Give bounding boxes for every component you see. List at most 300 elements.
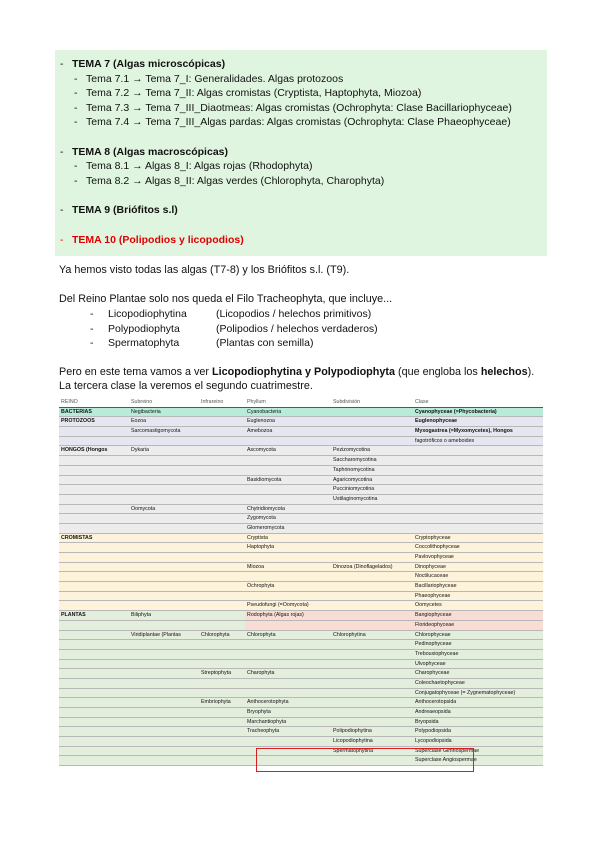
table-row <box>59 543 543 553</box>
table-row <box>59 611 543 621</box>
table-cell <box>245 456 331 466</box>
table-cell <box>129 678 199 688</box>
table-cell <box>331 601 413 611</box>
table-cell <box>129 514 199 524</box>
table-cell <box>199 446 245 456</box>
table-cell <box>59 669 129 679</box>
table-cell <box>245 553 331 563</box>
table-cell <box>59 727 129 737</box>
table-cell <box>245 572 331 582</box>
table-cell: Dykaria <box>129 446 199 456</box>
paragraph-cuatrimestre: La tercera clase la veremos el segundo cuatrimestre. <box>59 380 313 392</box>
table-row <box>59 504 543 514</box>
table-cell <box>199 504 245 514</box>
table-cell <box>59 427 129 437</box>
table-cell: Superclase Gimnospermae <box>413 746 543 756</box>
table-cell <box>245 620 331 630</box>
table-row <box>59 727 543 737</box>
table-cell <box>199 591 245 601</box>
list-item-desc: (Polipodios / helechos verdaderos) <box>216 322 378 335</box>
subtopic-item: Tema 7.2 → Tema 7_II: Algas cromistas (Cryptista, Haptophyta, Miozoa) <box>86 87 422 99</box>
list-bullet: - <box>90 322 94 335</box>
table-cell <box>59 708 129 718</box>
table-cell: Chlorophyta <box>199 630 245 640</box>
table-cell <box>331 649 413 659</box>
table-cell <box>199 494 245 504</box>
topic-title: TEMA 8 (Algas macroscópicas) <box>72 145 228 158</box>
topic-bullet: - <box>60 233 64 246</box>
table-cell <box>199 601 245 611</box>
table-cell <box>331 533 413 543</box>
table-cell <box>129 688 199 698</box>
table-cell: Cryptophyceae <box>413 533 543 543</box>
table-cell <box>245 678 331 688</box>
table-cell: Cyanobacteria <box>245 407 331 417</box>
table-cell <box>59 485 129 495</box>
table-cell: Pavlovophyceae <box>413 553 543 563</box>
table-cell <box>129 543 199 553</box>
table-cell: Viridiplantae (Plantas <box>129 630 199 640</box>
p3-text-c: (que engloba los <box>394 366 481 378</box>
subtopic-item: Tema 7.4 → Tema 7_III_Algas pardas: Algas cromistas (Ochrophyta: Clase Phaeophyceae) <box>86 116 511 128</box>
table-cell: Tracheophyta <box>245 727 331 737</box>
table-cell <box>199 427 245 437</box>
table-header-cell: Infrareino <box>199 398 245 407</box>
table-row <box>59 427 543 437</box>
table-cell: Marchantiophyta <box>245 717 331 727</box>
table-cell <box>59 756 129 766</box>
table-cell <box>331 640 413 650</box>
table-header-cell: Subreino <box>129 398 199 407</box>
list-item-desc: (Licopodios / helechos primitivos) <box>216 308 372 320</box>
table-cell: Embriophyta <box>199 698 245 708</box>
topic-title: TEMA 10 (Polipodios y licopodios) <box>72 233 244 246</box>
table-cell: Florideophyceae <box>413 620 543 630</box>
table-cell: Noctilucaceae <box>413 572 543 582</box>
table-cell <box>59 553 129 563</box>
table-cell <box>199 708 245 718</box>
table-cell <box>129 456 199 466</box>
table-cell <box>129 746 199 756</box>
table-cell <box>413 465 543 475</box>
table-cell <box>331 678 413 688</box>
table-cell: Eozoa <box>129 417 199 427</box>
subtopic-bullet: - <box>74 160 78 172</box>
table-cell: Amebozoa <box>245 427 331 437</box>
table-row <box>59 669 543 679</box>
table-cell <box>245 688 331 698</box>
classification-table <box>59 398 543 766</box>
table-cell: Dinophyceae <box>413 562 543 572</box>
table-cell <box>59 572 129 582</box>
list-item-desc: (Plantas con semilla) <box>216 337 314 349</box>
table-cell <box>59 640 129 650</box>
table-cell <box>59 746 129 756</box>
table-cell: Conjugatophyceae (= Zygnematophyceae) <box>413 688 543 698</box>
table-cell <box>129 523 199 533</box>
table-cell <box>129 475 199 485</box>
table-cell <box>199 688 245 698</box>
table-cell: Oomycota <box>129 504 199 514</box>
table-cell: Taphrinomycotina <box>331 465 413 475</box>
table-cell <box>331 688 413 698</box>
table-cell <box>413 514 543 524</box>
table-row <box>59 640 543 650</box>
table-cell <box>59 543 129 553</box>
table-cell: fagotróficos o ameboides <box>413 436 543 446</box>
subtopic-item: Tema 8.1 → Algas 8_I: Algas rojas (Rhodophyta) <box>86 160 313 172</box>
table-cell: Andreaeopsida <box>413 708 543 718</box>
table-cell <box>331 553 413 563</box>
table-cell <box>199 582 245 592</box>
table-cell: Anthocerotopsida <box>413 698 543 708</box>
table-cell <box>199 407 245 417</box>
table-cell <box>331 523 413 533</box>
table-cell <box>59 737 129 747</box>
table-row <box>59 572 543 582</box>
highlight-rectangle <box>256 748 474 772</box>
paragraph-tema <box>59 366 534 378</box>
table-cell <box>331 543 413 553</box>
table-header-cell: Subdivisión <box>331 398 413 407</box>
table-cell <box>59 436 129 446</box>
table-cell <box>245 591 331 601</box>
table-cell: Ochrophyta <box>245 582 331 592</box>
table-cell <box>59 659 129 669</box>
table-cell: Chlorophyceae <box>413 630 543 640</box>
table-cell <box>199 727 245 737</box>
table-row <box>59 688 543 698</box>
paragraph-algas: Ya hemos visto todas las algas (T7-8) y los Briófitos s.l. (T9). <box>59 264 350 276</box>
table-cell <box>245 485 331 495</box>
table-cell <box>413 523 543 533</box>
table-cell: Anthocerotophyta <box>245 698 331 708</box>
table-cell: Oomycetes <box>413 601 543 611</box>
table-cell <box>129 756 199 766</box>
table-cell <box>129 620 199 630</box>
table-cell <box>331 717 413 727</box>
table-cell: Pucciniomycotina <box>331 485 413 495</box>
p3-text-e: ). <box>527 366 535 378</box>
table-cell: Rodophyta (Algas rojas) <box>245 611 331 621</box>
table-cell <box>59 514 129 524</box>
table-cell: Chytridiomycota <box>245 504 331 514</box>
table-cell: Dinozoa (Dinoflagelados) <box>331 562 413 572</box>
table-cell: Bacillariophyceae <box>413 582 543 592</box>
table-row <box>59 456 543 466</box>
table-cell: Coleochaetophyceae <box>413 678 543 688</box>
paragraph-reino: Del Reino Plantae solo nos queda el Filo Tracheophyta, que incluye... <box>59 293 393 305</box>
table-cell: Ustilaginomycotina <box>331 494 413 504</box>
table-cell: Pezizomycotina <box>331 446 413 456</box>
table-cell <box>59 465 129 475</box>
table-row <box>59 417 543 427</box>
table-cell <box>59 601 129 611</box>
table-cell <box>129 572 199 582</box>
table-cell: Agaricomycotina <box>331 475 413 485</box>
table-cell: Pedinophyceae <box>413 640 543 650</box>
table-cell <box>245 436 331 446</box>
table-cell: Polipodiophytina <box>331 727 413 737</box>
topic-title: TEMA 7 (Algas microscópicas) <box>72 58 226 70</box>
table-cell: Licopodiophytina <box>331 737 413 747</box>
table-cell <box>59 475 129 485</box>
table-cell <box>331 659 413 669</box>
list-item-name: Licopodiophytina <box>108 308 187 320</box>
table-cell <box>331 708 413 718</box>
table-row <box>59 485 543 495</box>
table-row <box>59 582 543 592</box>
table-cell: Euglenophyceae <box>413 417 543 427</box>
topic-title: TEMA 9 (Briófitos s.l) <box>72 204 178 216</box>
table-cell: PLANTAS <box>59 611 129 621</box>
table-cell <box>199 562 245 572</box>
table-cell <box>413 475 543 485</box>
table-cell <box>129 640 199 650</box>
table-cell <box>59 678 129 688</box>
table-cell <box>199 475 245 485</box>
table-cell: Charophyta <box>245 669 331 679</box>
table-cell <box>199 523 245 533</box>
table-cell: Ulvophyceae <box>413 659 543 669</box>
table-cell <box>129 494 199 504</box>
topic-bullet: - <box>60 145 64 158</box>
table-cell: Cyanophyceae (=Phycobacteria) <box>413 407 543 417</box>
table-cell: Chlorophyta <box>245 630 331 640</box>
table-cell <box>59 698 129 708</box>
table-cell <box>129 669 199 679</box>
table-cell <box>413 456 543 466</box>
table-cell <box>199 659 245 669</box>
table-cell <box>199 611 245 621</box>
table-row <box>59 562 543 572</box>
table-cell <box>129 562 199 572</box>
table-cell: Bangiophyceae <box>413 611 543 621</box>
table-cell <box>129 698 199 708</box>
table-row <box>59 737 543 747</box>
table-row <box>59 601 543 611</box>
table-cell: Bryopsida <box>413 717 543 727</box>
table-cell <box>199 737 245 747</box>
topic-bullet: - <box>60 204 64 216</box>
table-cell: Biliphyta <box>129 611 199 621</box>
subtopic-bullet: - <box>74 101 78 114</box>
table-cell: Ascomycota <box>245 446 331 456</box>
list-bullet: - <box>90 337 94 349</box>
table-cell <box>199 620 245 630</box>
table-cell: Phaeophyceae <box>413 591 543 601</box>
table-cell <box>59 630 129 640</box>
subtopic-item: Tema 7.1 → Tema 7_I: Generalidades. Algas protozoos <box>86 72 344 85</box>
table-cell <box>331 572 413 582</box>
table-cell <box>199 456 245 466</box>
table-cell <box>129 708 199 718</box>
table-row <box>59 659 543 669</box>
table-row <box>59 630 543 640</box>
table-cell: Negibacteria <box>129 407 199 417</box>
table-cell <box>129 649 199 659</box>
table-cell: Miozoa <box>245 562 331 572</box>
table-header-cell: Clase <box>413 398 543 407</box>
table-row <box>59 407 543 417</box>
table-cell <box>59 504 129 514</box>
table-cell <box>331 582 413 592</box>
table-cell: CROMISTAS <box>59 533 129 543</box>
table-cell <box>129 436 199 446</box>
table-cell <box>129 601 199 611</box>
subtopic-bullet: - <box>74 174 78 187</box>
table-cell: Streptophyta <box>199 669 245 679</box>
table-cell: Trebouxiophyceae <box>413 649 543 659</box>
table-cell <box>129 659 199 669</box>
p3-text-a: Pero en este tema vamos a ver <box>59 366 213 378</box>
table-cell <box>59 649 129 659</box>
table-cell <box>129 553 199 563</box>
table-row <box>59 465 543 475</box>
table-cell: Spermatophytina <box>331 746 413 756</box>
table-cell <box>413 446 543 456</box>
table-row <box>59 620 543 630</box>
subtopic-item: Tema 8.2 → Algas 8_II: Algas verdes (Chlorophyta, Charophyta) <box>86 174 385 187</box>
table-cell: Saccharomycotina <box>331 456 413 466</box>
table-cell <box>245 494 331 504</box>
table-cell <box>331 591 413 601</box>
table-row <box>59 698 543 708</box>
table-cell <box>59 562 129 572</box>
table-cell <box>413 485 543 495</box>
table-cell <box>331 407 413 417</box>
subtopic-bullet: - <box>74 72 78 85</box>
table-cell <box>129 591 199 601</box>
table-header-cell: REINO <box>59 398 129 407</box>
table-header-row <box>59 398 543 407</box>
table-cell: Pseudofungi (=Oomycota) <box>245 601 331 611</box>
table-cell: Lycopodiopsida <box>413 737 543 747</box>
table-cell: Superclase Angiospermae <box>413 756 543 766</box>
subtopic-bullet: - <box>74 87 78 99</box>
table-cell <box>331 698 413 708</box>
table-cell <box>199 640 245 650</box>
table-cell <box>331 427 413 437</box>
list-item-name: Polypodiophyta <box>108 322 180 335</box>
table-row <box>59 514 543 524</box>
table-cell: Glomeromycota <box>245 523 331 533</box>
table-cell <box>59 523 129 533</box>
table-cell <box>413 504 543 514</box>
table-cell <box>199 465 245 475</box>
table-cell: Sarcomastigomycota <box>129 427 199 437</box>
table-row <box>59 436 543 446</box>
table-cell: Charophyceae <box>413 669 543 679</box>
table-cell <box>199 572 245 582</box>
topic-bullet: - <box>60 58 64 70</box>
table-cell <box>199 417 245 427</box>
p3-text-bold: Licopodiophytina y Polypodiophyta <box>212 366 395 378</box>
table-cell: Basidiomycota <box>245 475 331 485</box>
table-cell <box>245 465 331 475</box>
table-cell <box>129 485 199 495</box>
table-cell <box>129 465 199 475</box>
table-cell <box>245 649 331 659</box>
table-row <box>59 553 543 563</box>
table-cell <box>199 717 245 727</box>
table-row <box>59 678 543 688</box>
table-cell <box>129 737 199 747</box>
table-cell: Cryptista <box>245 533 331 543</box>
table-cell <box>331 417 413 427</box>
table-cell <box>199 553 245 563</box>
table-cell <box>245 640 331 650</box>
table-row <box>59 533 543 543</box>
table-cell <box>199 543 245 553</box>
table-cell <box>59 456 129 466</box>
table-cell <box>331 436 413 446</box>
subtopic-bullet: - <box>74 116 78 128</box>
table-row <box>59 708 543 718</box>
table-cell: Zygomycota <box>245 514 331 524</box>
table-cell <box>199 746 245 756</box>
table-cell: Haptophyta <box>245 543 331 553</box>
table-cell <box>413 494 543 504</box>
table-cell <box>245 737 331 747</box>
table-row <box>59 446 543 456</box>
table-cell: Myxogastrea (=Myxomycetes), Hongos <box>413 427 543 437</box>
table-cell: HONGOS (Hongos <box>59 446 129 456</box>
table-cell <box>245 659 331 669</box>
table-cell: BACTERIAS <box>59 407 129 417</box>
table-header-cell: Phyllum <box>245 398 331 407</box>
table-cell <box>59 591 129 601</box>
table-cell <box>59 582 129 592</box>
table-cell <box>199 649 245 659</box>
table-cell <box>199 514 245 524</box>
table-row <box>59 523 543 533</box>
table-cell: Euglenozoa <box>245 417 331 427</box>
table-cell: PROTOZOOS <box>59 417 129 427</box>
table-cell <box>59 494 129 504</box>
list-item-name: Spermatophyta <box>108 337 180 349</box>
table-cell <box>199 485 245 495</box>
table-row <box>59 717 543 727</box>
table-cell <box>59 717 129 727</box>
table-row <box>59 649 543 659</box>
table-cell <box>331 504 413 514</box>
table-cell <box>129 582 199 592</box>
table-cell <box>331 669 413 679</box>
p3-text-helechos: helechos <box>480 366 528 378</box>
list-bullet: - <box>90 308 94 320</box>
table-cell <box>199 436 245 446</box>
table-cell <box>129 727 199 737</box>
table-cell <box>59 688 129 698</box>
table-cell: Chlorophytina <box>331 630 413 640</box>
table-cell <box>331 611 413 621</box>
table-row <box>59 591 543 601</box>
subtopic-item: Tema 7.3 → Tema 7_III_Diaotmeas: Algas cromistas (Ochrophyta: Clase Bacillariophyceae) <box>86 101 512 114</box>
table-cell <box>331 514 413 524</box>
table-cell <box>199 533 245 543</box>
table-cell <box>199 678 245 688</box>
table-row <box>59 475 543 485</box>
table-cell: Coccolithophyceae <box>413 543 543 553</box>
table-cell <box>129 533 199 543</box>
table-cell: Polypodiopsida <box>413 727 543 737</box>
table-cell <box>129 717 199 727</box>
table-cell: Bryophyta <box>245 708 331 718</box>
table-row <box>59 494 543 504</box>
table-cell <box>199 756 245 766</box>
table-cell <box>331 620 413 630</box>
